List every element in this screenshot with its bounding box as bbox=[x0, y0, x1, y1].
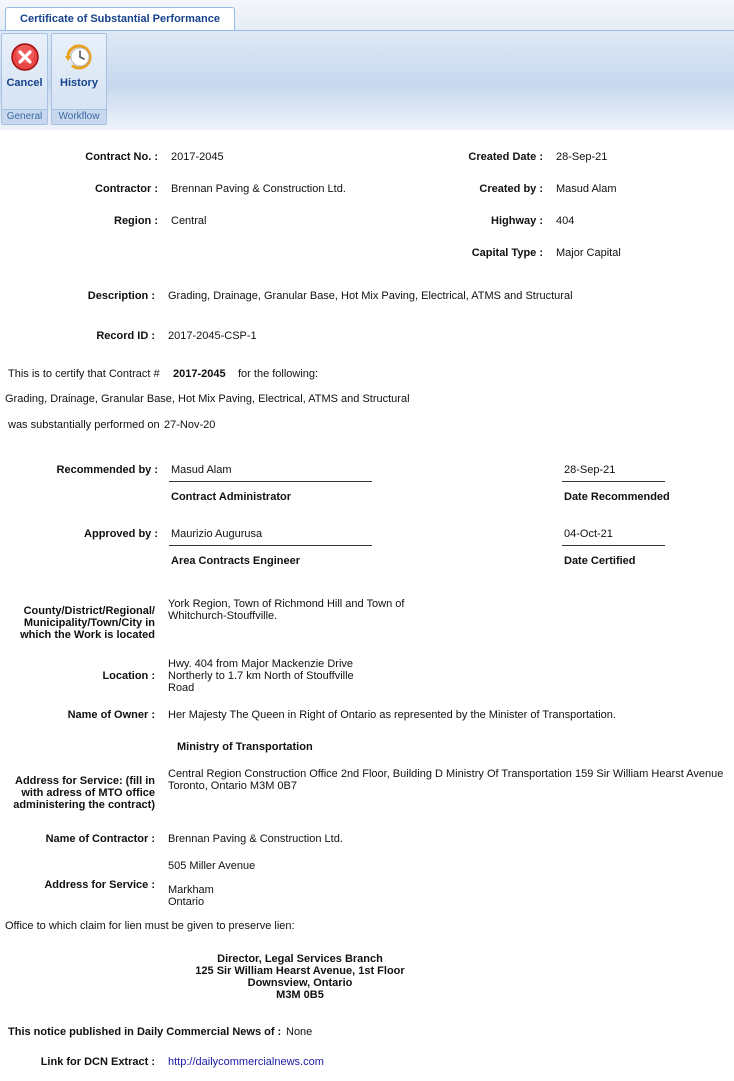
date-recommended-label: Date Recommended bbox=[564, 491, 670, 503]
approved-date: 04-Oct-21 bbox=[564, 528, 613, 540]
highway-value: 404 bbox=[556, 215, 575, 227]
location-line: Hwy. 404 from Major Mackenzie Drive bbox=[168, 658, 354, 670]
owner-value: Her Majesty The Queen in Right of Ontario as represented by the Minister of Transportation. bbox=[168, 709, 616, 721]
lien-office-line: Downsview, Ontario bbox=[247, 977, 353, 989]
contractor-province: Ontario bbox=[168, 896, 205, 908]
ministry-name: Ministry of Transportation bbox=[177, 741, 313, 753]
certify-prefix: This is to certify that Contract # bbox=[8, 368, 160, 380]
location-value bbox=[168, 658, 354, 694]
date-line bbox=[562, 481, 665, 482]
performed-prefix: was substantially performed on bbox=[8, 419, 160, 431]
owner-label: Name of Owner : bbox=[67, 709, 155, 721]
capital-type-label: Capital Type : bbox=[471, 247, 543, 259]
cancel-icon bbox=[10, 42, 40, 72]
certify-suffix: for the following: bbox=[238, 368, 319, 380]
date-certified-label: Date Certified bbox=[564, 555, 636, 567]
record-id-value: 2017-2045-CSP-1 bbox=[168, 330, 257, 342]
lien-office-line: 125 Sir William Hearst Avenue, 1st Floor bbox=[195, 965, 405, 977]
contractor-label: Contractor : bbox=[95, 183, 158, 195]
dcn-link[interactable]: http://dailycommercialnews.com bbox=[168, 1056, 324, 1068]
created-by-value: Masud Alam bbox=[556, 183, 617, 195]
certify-work-description: Grading, Drainage, Granular Base, Hot Mix Paving, Electrical, ATMS and Structural bbox=[5, 393, 410, 405]
contractor-value: Brennan Paving & Construction Ltd. bbox=[171, 183, 346, 195]
lien-office-line: M3M 0B5 bbox=[276, 989, 324, 1001]
history-button-label: History bbox=[60, 77, 98, 89]
approved-by-role: Area Contracts Engineer bbox=[171, 555, 300, 567]
notice-value: None bbox=[286, 1026, 313, 1038]
approved-by-label: Approved by : bbox=[84, 528, 158, 540]
recommended-date: 28-Sep-21 bbox=[564, 464, 616, 476]
service-address-value: Central Region Construction Office 2nd Floor, Building D Ministry Of Transportation 159 Sir William Hearst Avenue Toronto, Ontario M3M 0B7 bbox=[168, 768, 724, 792]
tab-certificate[interactable]: Certificate of Substantial Performance bbox=[5, 7, 235, 30]
region-label: Region : bbox=[114, 215, 158, 227]
service-address-label: Address for Service: (fill in with adress of MTO office administering the contract) bbox=[13, 775, 155, 811]
lien-text: Office to which claim for lien must be given to preserve lien: bbox=[5, 920, 295, 932]
location-label: Location : bbox=[102, 670, 155, 682]
notice-label: This notice published in Daily Commercial News of : bbox=[8, 1026, 282, 1038]
history-icon bbox=[64, 42, 94, 72]
created-by-label: Created by : bbox=[479, 183, 543, 195]
county-value: York Region, Town of Richmond Hill and Town of Whitchurch-Stouffville. bbox=[168, 598, 405, 622]
capital-type-value: Major Capital bbox=[556, 247, 621, 259]
recommended-by-role: Contract Administrator bbox=[171, 491, 291, 503]
lien-office-address bbox=[100, 953, 500, 1001]
date-line bbox=[562, 545, 665, 546]
contract-no-value: 2017-2045 bbox=[171, 151, 224, 163]
location-line: Northerly to 1.7 km North of Stouffville bbox=[168, 670, 354, 682]
ribbon-group-general bbox=[1, 33, 48, 125]
highway-label: Highway : bbox=[491, 215, 543, 227]
performed-date: 27-Nov-20 bbox=[164, 419, 216, 431]
ribbon-toolbar bbox=[0, 31, 734, 130]
contractor-street: 505 Miller Avenue bbox=[168, 860, 256, 872]
cancel-button-label: Cancel bbox=[6, 77, 43, 89]
history-button[interactable] bbox=[52, 34, 106, 110]
ribbon-group-label: Workflow bbox=[52, 109, 106, 124]
approved-by-name: Maurizio Augurusa bbox=[171, 528, 263, 540]
dcn-label: Link for DCN Extract : bbox=[40, 1056, 155, 1068]
cancel-button[interactable] bbox=[2, 34, 47, 110]
contractor-city: Markham bbox=[168, 884, 214, 896]
location-line: Road bbox=[168, 682, 195, 694]
recommended-by-label: Recommended by : bbox=[56, 464, 158, 476]
county-label: County/District/Regional/ Municipality/Town/City in which the Work is located bbox=[20, 605, 155, 641]
contractor-name-label: Name of Contractor : bbox=[45, 833, 155, 845]
contractor-address-label: Address for Service : bbox=[44, 879, 155, 891]
ribbon-group-label: General bbox=[2, 109, 47, 124]
contractor-name-value: Brennan Paving & Construction Ltd. bbox=[168, 833, 343, 845]
lien-office-line: Director, Legal Services Branch bbox=[217, 953, 383, 965]
created-date-value: 28-Sep-21 bbox=[556, 151, 608, 163]
description-label: Description : bbox=[87, 290, 155, 302]
description-value: Grading, Drainage, Granular Base, Hot Mix Paving, Electrical, ATMS and Structural bbox=[168, 290, 573, 302]
ribbon-group-workflow bbox=[51, 33, 107, 125]
signature-line bbox=[169, 545, 372, 546]
region-value: Central bbox=[171, 215, 207, 227]
tab-strip bbox=[0, 0, 734, 31]
recommended-by-name: Masud Alam bbox=[171, 464, 232, 476]
certify-contract-number: 2017-2045 bbox=[173, 368, 226, 380]
contractor-city-province bbox=[168, 884, 214, 908]
created-date-label: Created Date : bbox=[468, 151, 543, 163]
signature-line bbox=[169, 481, 372, 482]
record-id-label: Record ID : bbox=[96, 330, 155, 342]
contract-no-label: Contract No. : bbox=[85, 151, 158, 163]
